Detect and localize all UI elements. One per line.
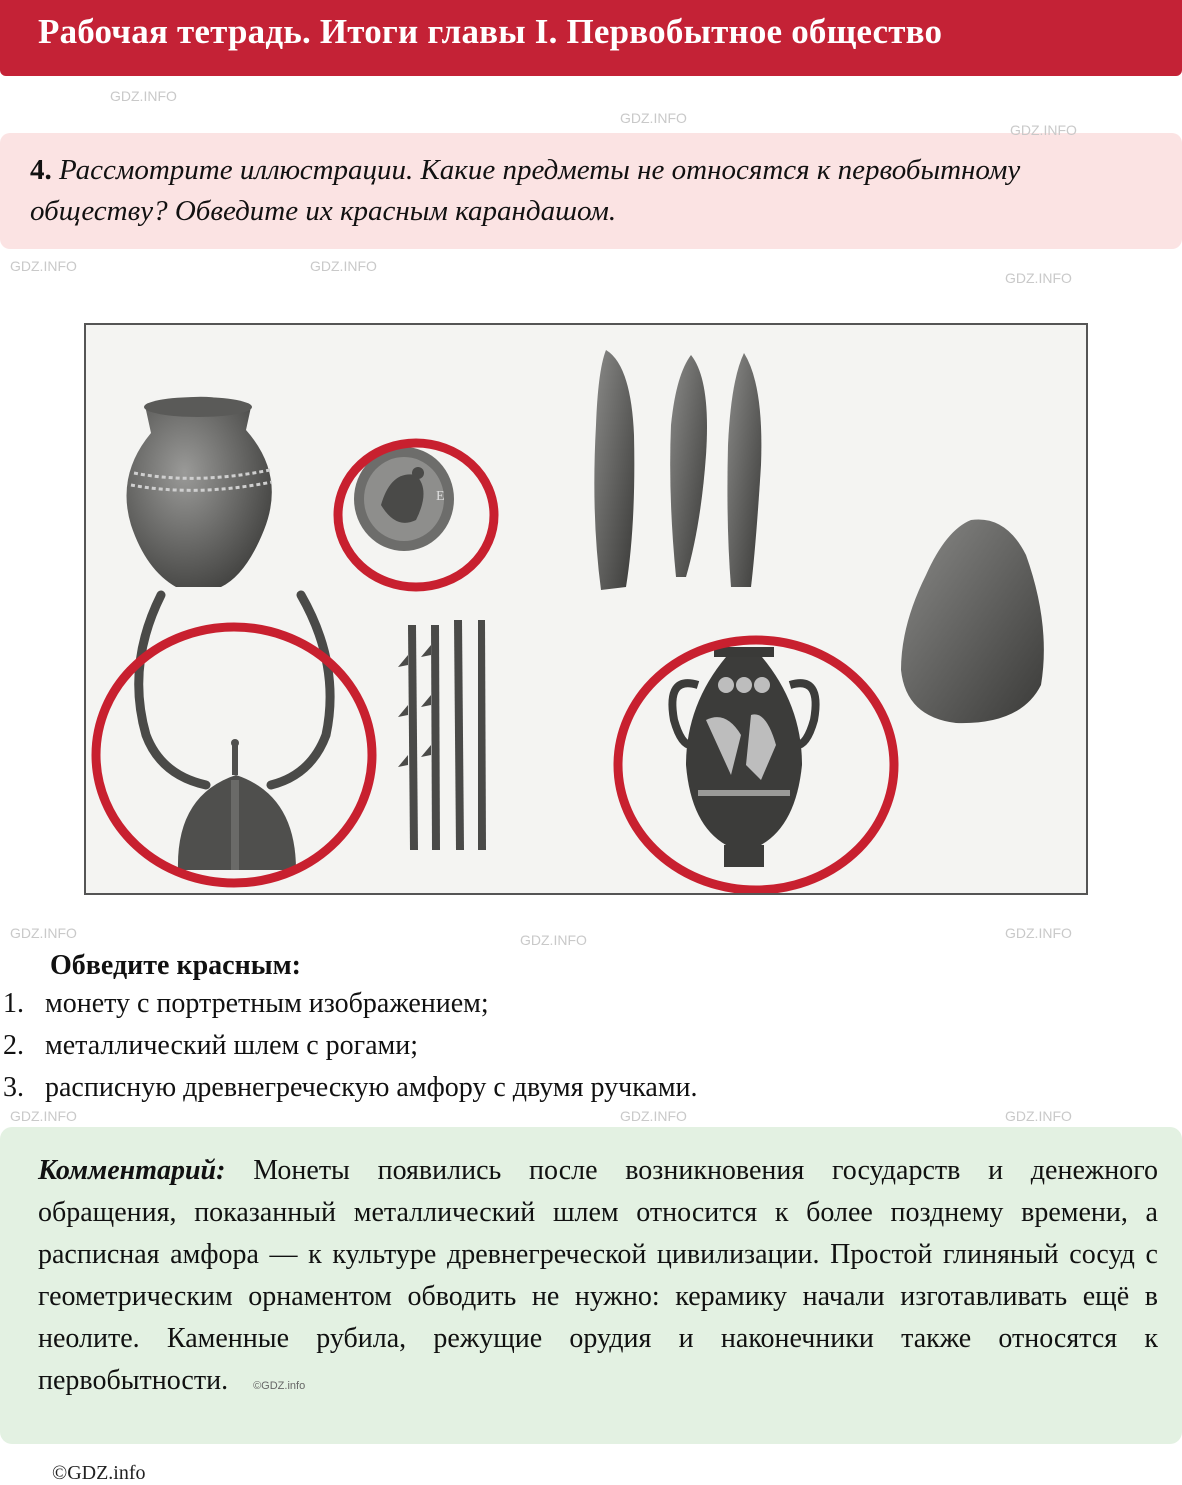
page-title: Рабочая тетрадь. Итоги главы I. Первобытное общество [38, 12, 943, 51]
header-bar [0, 0, 1182, 76]
watermark: GDZ.INFO [1005, 1108, 1072, 1124]
answer-list [0, 988, 1182, 1114]
stone-blades-icon [594, 350, 761, 590]
watermark: GDZ.INFO [1005, 270, 1072, 286]
amphora-icon [672, 647, 815, 867]
horned-helmet-icon [139, 595, 330, 870]
stone-axe-icon [901, 519, 1044, 723]
footer-copyright: ©GDZ.info [52, 1462, 146, 1484]
illustration-figure [84, 323, 1088, 895]
watermark: GDZ.INFO [310, 258, 377, 274]
answer-heading: Обведите красным: [50, 950, 301, 981]
list-item-text: металлический шлем с рогами; [45, 1030, 419, 1061]
list-item-text: расписную древнегреческую амфору с двумя ручками. [45, 1072, 698, 1103]
list-item-text: монету с портретным изображением; [45, 988, 489, 1019]
task-number: 4. [30, 154, 52, 186]
list-item-number: 2. [3, 1030, 24, 1061]
list-item [0, 988, 1182, 1030]
task-text [30, 150, 1160, 232]
ceramic-pot-icon [127, 397, 273, 587]
svg-text:Ε: Ε [436, 489, 445, 504]
watermark: GDZ.INFO [1005, 925, 1072, 941]
watermark: GDZ.INFO [1010, 122, 1077, 138]
watermark: GDZ.INFO [10, 925, 77, 941]
comment-text [38, 1150, 1158, 1407]
watermark: GDZ.INFO [620, 110, 687, 126]
comment-label: Комментарий: [38, 1155, 226, 1186]
watermark: GDZ.INFO [10, 1108, 77, 1124]
watermark: GDZ.INFO [520, 932, 587, 948]
watermark: GDZ.INFO [10, 258, 77, 274]
list-item-number: 1. [3, 988, 24, 1019]
list-item-number: 3. [3, 1072, 24, 1103]
watermark: GDZ.INFO [110, 88, 177, 104]
list-item [0, 1030, 1182, 1072]
watermark: GDZ.INFO [620, 1108, 687, 1124]
task-question: Рассмотрите иллюстрации. Какие предметы не относятся к первобытному обществу? Обведите их красным карандашом. [30, 154, 1021, 227]
comment-body: Монеты появились после возникновения государств и денежного обращения, показанный металлический шлем относится к более позднему времени, а расписная амфора — к культуре древнегреческой цивилизации. Простой глиняный сосуд с геометрическим орнаментом обводить не нужно: керамику начали изготавливать ещё в неолите. Каменные рубила, режущие орудия и наконечники также относятся к первобытности. [38, 1155, 1158, 1396]
comment-inline-mark: ©GDZ.info [253, 1380, 306, 1392]
bone-harpoons-icon [398, 620, 486, 850]
